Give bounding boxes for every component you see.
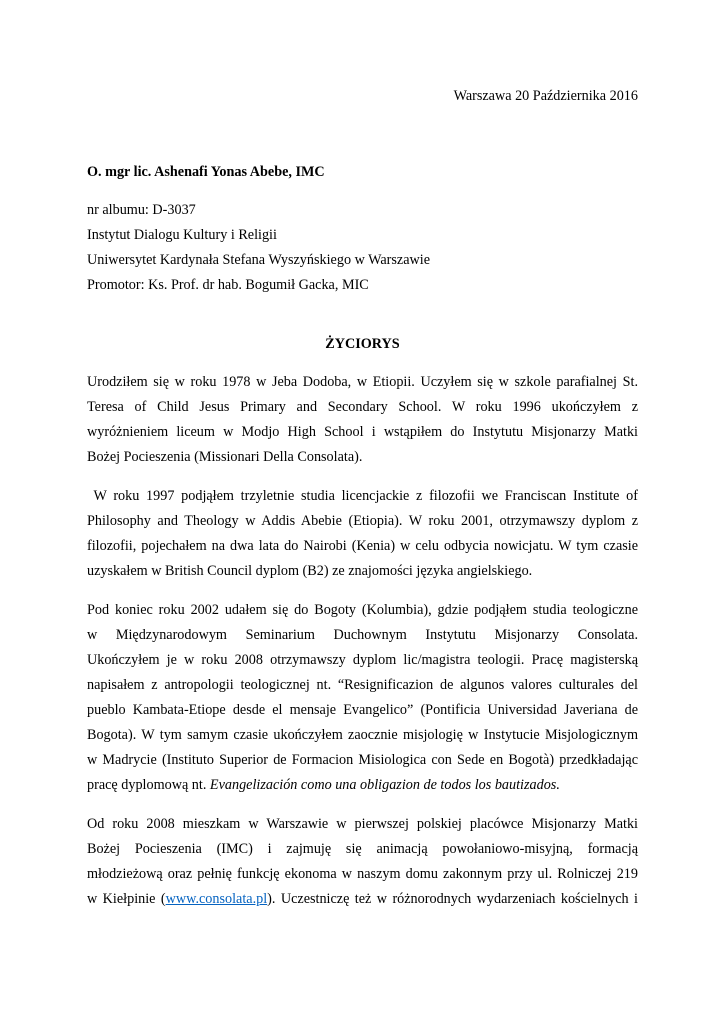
text-line bbox=[87, 773, 638, 798]
text-fragment: pracę dyplomową nt. bbox=[87, 777, 210, 793]
text-fragment: w Kiełpinie ( bbox=[87, 891, 166, 907]
university: Uniwersytet Kardynała Stefana Wyszyńskiego w Warszawie bbox=[87, 252, 430, 268]
paragraph-4 bbox=[87, 812, 638, 912]
paragraph-1 bbox=[87, 370, 638, 470]
text-line: Philosophy and Theology w Addis Abebie (Etiopia). W roku 2001, otrzymawszy dyplom z bbox=[87, 513, 638, 529]
text-line: uzyskałem w British Council dyplom (B2) ze znajomości języka angielskiego. bbox=[87, 563, 533, 579]
text-line: W roku 1997 podjąłem trzyletnie studia licencjackie z filozofii we Franciscan Institute of bbox=[87, 488, 638, 504]
text-line: Ukończyłem je w roku 2008 otrzymawszy dyplom lic/magistra teologii. Pracę magisterską bbox=[87, 652, 638, 668]
text-line: Teresa of Child Jesus Primary and Secondary School. W roku 1996 ukończyłem z bbox=[87, 399, 638, 415]
document-body bbox=[87, 370, 638, 926]
text-line: Pod koniec roku 2002 udałem się do Bogoty (Kolumbia), gdzie podjąłem studia teologiczne bbox=[87, 602, 638, 618]
text-line: Bożej Pocieszenia (IMC) i zajmuję się animacją powołaniowo-misyjną, formacją bbox=[87, 841, 638, 857]
text-line: w Międzynarodowym Seminarium Duchownym Instytutu Misjonarzy Consolata. bbox=[87, 627, 638, 643]
institute: Instytut Dialogu Kultury i Religii bbox=[87, 227, 277, 243]
text-line: Od roku 2008 mieszkam w Warszawie w pierwszej polskiej placówce Misjonarzy Matki bbox=[87, 816, 638, 832]
text-line bbox=[87, 887, 638, 912]
text-line: filozofii, pojechałem na dwa lata do Nairobi (Kenia) w celu odbycia nowicjatu. W tym czasie bbox=[87, 538, 638, 554]
text-line: w Madrycie (Instituto Superior de Formacion Misiologica con Sede en Bogotà) przedkładając bbox=[87, 752, 638, 768]
website-link[interactable]: www.consolata.pl bbox=[165, 891, 268, 907]
album-number: nr albumu: D-3037 bbox=[87, 202, 196, 218]
paragraph-2 bbox=[87, 484, 638, 584]
text-fragment: ). Uczestniczę też w różnorodnych wydarzeniach kościelnych i bbox=[267, 891, 638, 907]
text-line: młodzieżową oraz pełnię funkcję ekonoma w naszym domu zakonnym przy ul. Rolniczej 219 bbox=[87, 866, 638, 882]
text-line: pueblo Kambata-Etiope desde el mensaje Evangelico” (Pontificia Universidad Javeriana de bbox=[87, 702, 638, 718]
text-line: napisałem z antropologii teologicznej nt. “Resignificazion de algunos valores culturales del bbox=[87, 677, 638, 693]
author-name: O. mgr lic. Ashenafi Yonas Abebe, IMC bbox=[87, 164, 325, 180]
thesis-title: Evangelización como una obligazion de todos los bautizados. bbox=[209, 777, 560, 793]
promoter: Promotor: Ks. Prof. dr hab. Bogumił Gacka, MIC bbox=[87, 277, 369, 293]
document-date: Warszawa 20 Października 2016 bbox=[453, 88, 638, 104]
paragraph-3 bbox=[87, 598, 638, 798]
text-line: Bogota). W tym samym czasie ukończyłem zaocznie misjologię w Instytucie Misjologicznym bbox=[87, 727, 638, 743]
document-title: ŻYCIORYS bbox=[325, 336, 400, 352]
text-line: wyróżnieniem liceum w Modjo High School i wstąpiłem do Instytutu Misjonarzy Matki bbox=[87, 424, 638, 440]
text-line: Urodziłem się w roku 1978 w Jeba Dodoba, w Etiopii. Uczyłem się w szkole parafialnej St. bbox=[87, 374, 638, 390]
text-line: Bożej Pocieszenia (Missionari Della Consolata). bbox=[87, 449, 363, 465]
author-details bbox=[87, 198, 430, 298]
